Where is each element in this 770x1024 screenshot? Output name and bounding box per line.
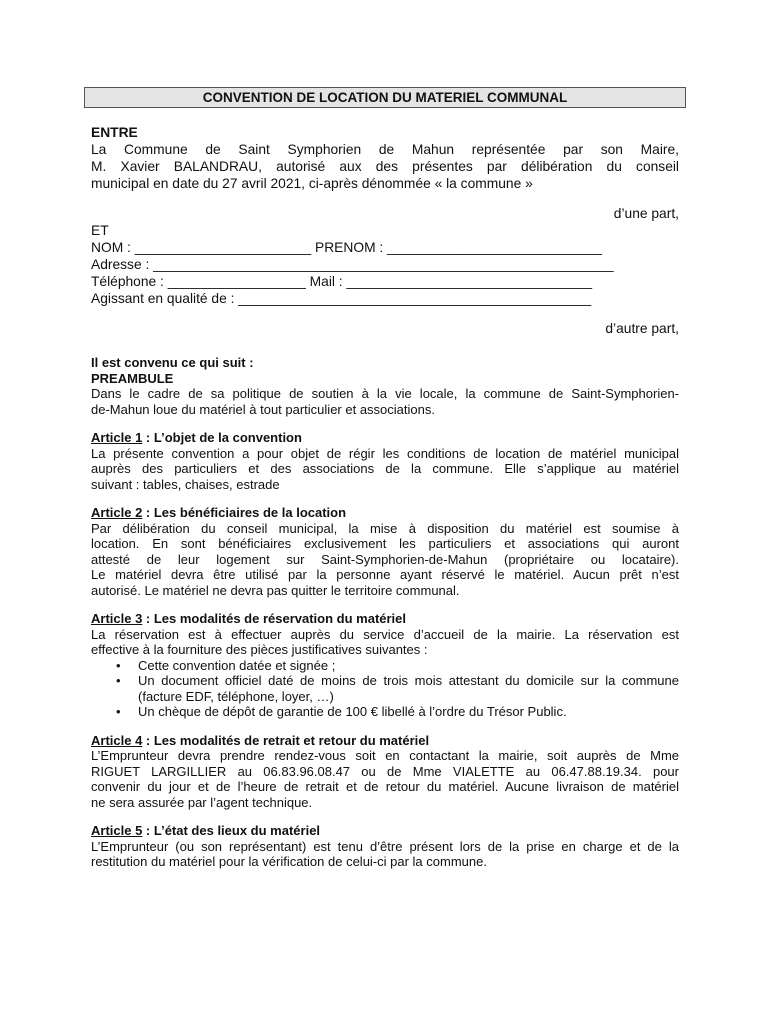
document-body xyxy=(91,124,679,870)
entre-line-3: municipal en date du 27 avril 2021, ci-après dénommée « la commune » xyxy=(91,176,533,191)
entre-text xyxy=(91,141,679,192)
agissant-field: Agissant en qualité de : ______________________________________________ xyxy=(91,291,592,306)
list-item: • Cette convention datée et signée ; xyxy=(91,658,679,674)
et-label: ET xyxy=(91,223,109,238)
adresse-field: Adresse : ____________________________________________________________ xyxy=(91,257,614,272)
article-4-line: RIGUET LARGILLIER au 06.83.96.08.47 ou de Mme VIALETTE au 06.47.88.19.34. pour xyxy=(91,763,679,779)
article-1-line: suivant : tables, chaises, estrade xyxy=(91,476,280,492)
nom-prenom-field: NOM : _______________________ PRENOM : ____________________________ xyxy=(91,240,602,255)
preambule-line-2: de-Mahun loue du matériel à tout particulier et associations. xyxy=(91,401,435,417)
article-5-line: restitution du matériel pour la vérification de celui-ci par la commune. xyxy=(91,854,487,869)
entre-line-2: M. Xavier BALANDRAU, autorisé aux des présentes par délibération du conseil xyxy=(91,159,679,174)
article-2-line: attesté de leur logement sur Saint-Symphorien-de-Mahun (propriétaire ou locataire). xyxy=(91,551,679,567)
article-2-line: location. En sont bénéficiaires exclusivement les particuliers et associations qui auront xyxy=(91,536,679,551)
article-2-line: Par délibération du conseil municipal, la mise à disposition du matériel est soumise à xyxy=(91,520,679,536)
article-2-number: Article 2 xyxy=(91,505,143,520)
list-item: • Un document officiel daté de moins de trois mois attestant du domicile sur la commune (facture EDF, téléphone, loyer, …) xyxy=(91,673,679,704)
article-4-line: L’Emprunteur devra prendre rendez-vous soit en contactant la mairie, soit auprès de Mme xyxy=(91,748,679,763)
article-1-line: La présente convention a pour objet de régir les conditions de location de matériel municipal xyxy=(91,445,679,461)
article-4-number: Article 4 xyxy=(91,732,143,748)
article-4-heading xyxy=(91,733,679,749)
preambule-line-1: Dans le cadre de sa politique de soutien à la vie locale, la commune de Saint-Symphorien- xyxy=(91,386,679,401)
article-2-line: Le matériel devra être utilisé par la personne ayant réservé le matériel. Aucun prêt n’est xyxy=(91,567,679,582)
article-3-bullet-list xyxy=(91,658,679,720)
entre-line-1: La Commune de Saint Symphorien de Mahun représentée par son Maire, xyxy=(91,142,679,157)
article-3-title: : Les modalités de réservation du matériel xyxy=(142,611,407,626)
article-3-line: La réservation est à effectuer auprès du service d’accueil de la mairie. La réservation est xyxy=(91,626,679,642)
preambule-heading: PREAMBULE xyxy=(91,370,174,386)
article-5-heading xyxy=(91,823,679,839)
article-2-title: : Les bénéficiaires de la location xyxy=(142,505,347,520)
telephone-mail-field: Téléphone : __________________ Mail : ________________________________ xyxy=(91,274,592,289)
article-1-title: : L’objet de la convention xyxy=(142,430,302,445)
article-5-title: : L’état des lieux du matériel xyxy=(142,823,321,838)
convenu-heading: Il est convenu ce qui suit : xyxy=(91,355,254,370)
une-part: d’une part, xyxy=(613,206,679,221)
article-4-line: convenir du jour et de l’heure de retrait et de retour du matériel. Aucune livraison de matériel xyxy=(91,779,679,794)
entre-label: ENTRE xyxy=(91,125,138,140)
document-title: CONVENTION DE LOCATION DU MATERIEL COMMUNAL xyxy=(84,87,686,108)
article-3-number: Article 3 xyxy=(91,611,143,626)
list-item: • Un chèque de dépôt de garantie de 100 € libellé à l’ordre du Trésor Public. xyxy=(91,704,679,720)
article-1-number: Article 1 xyxy=(91,430,143,445)
article-5-line: L’Emprunteur (ou son représentant) est tenu d’être présent lors de la prise en charge et de la xyxy=(91,838,679,854)
article-4-line: ne sera assurée par l’agent technique. xyxy=(91,794,313,810)
autre-part: d’autre part, xyxy=(605,321,679,336)
article-1-line: auprès des particuliers et des associations de la commune. Elle s’applique au matériel xyxy=(91,461,679,476)
article-4-title: : Les modalités de retrait et retour du matériel xyxy=(142,732,430,748)
article-1-heading xyxy=(91,430,679,446)
article-2-heading xyxy=(91,505,679,521)
article-2-line: autorisé. Le matériel ne devra pas quitter le territoire communal. xyxy=(91,582,460,598)
article-5-number: Article 5 xyxy=(91,823,143,838)
article-3-heading xyxy=(91,611,679,627)
article-3-line: effective à la fourniture des pièces justificatives suivantes : xyxy=(91,642,428,657)
